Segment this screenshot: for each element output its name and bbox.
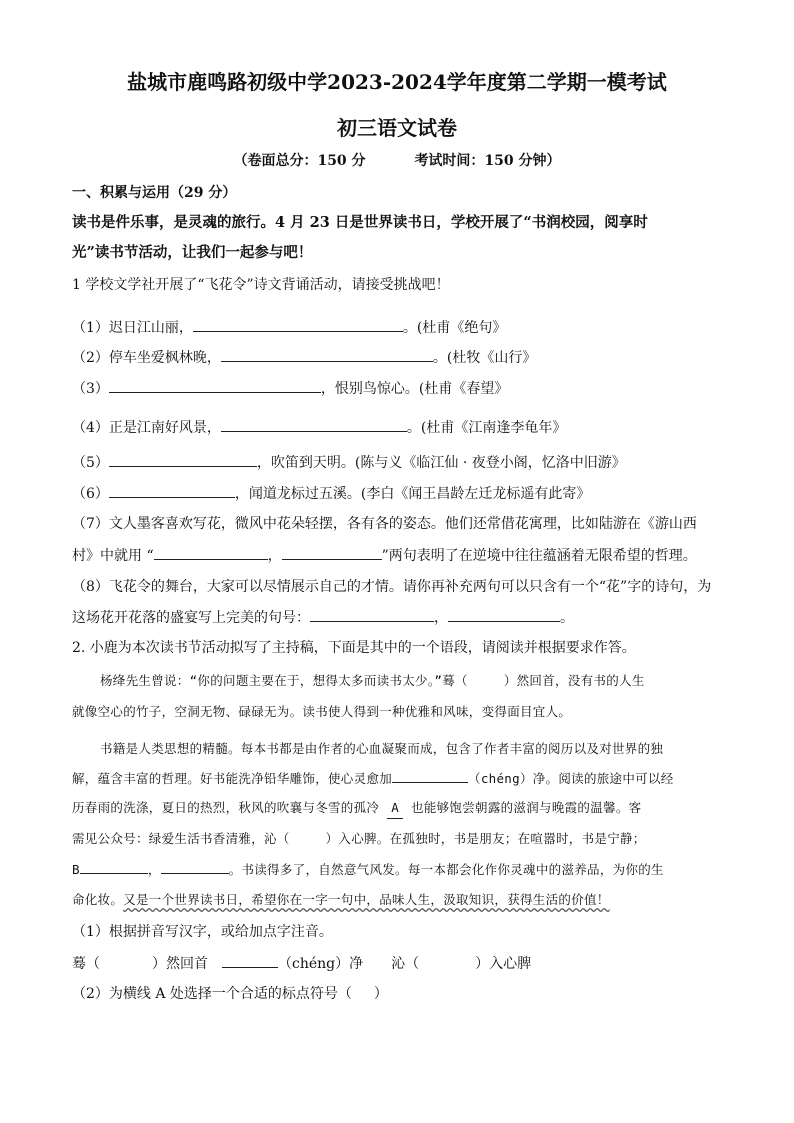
q1-item-2-suffix: 。(杜牧《山行》: [432, 350, 537, 366]
q2-sub2-text: （2）为横线 A 处选择一个合适的标点符号（: [72, 986, 352, 1002]
q2-para2-line4-text-b: ）入心脾。在孤独时，书是朋友；在喧嚣时，书是宁静；: [325, 831, 646, 846]
q2-para2-line6: [72, 890, 732, 910]
exam-meta: [0, 150, 794, 170]
answer-blank-8a[interactable]: [310, 607, 434, 622]
answer-blank-1[interactable]: [193, 317, 403, 332]
q1-item-5: [72, 452, 732, 473]
wavy-underlined-sentence: 又是一个世界读书日，希望你在一字一句中，品味人生，汲取知识，获得生活的价值！: [123, 892, 610, 907]
answer-blank-7b[interactable]: [282, 545, 382, 560]
answer-slot-cheng[interactable]: [222, 953, 278, 968]
answer-label-mo-end: ）然回首: [152, 956, 208, 972]
q2-para2-line5-text: 。书读得多了，自然意气风发。每一本都会化作你灵魂中的滋养品，为你的生: [228, 862, 664, 877]
answer-label-cheng: （chéng）净: [278, 956, 364, 972]
q1-item-1-suffix: 。(杜甫《绝句》: [402, 320, 507, 336]
q1-stem: 1 学校文学社开展了“飞花令”诗文背诵活动，请接受挑战吧！: [72, 277, 450, 293]
answer-blank-3[interactable]: [109, 378, 321, 393]
q1-item-5-prefix: （5）: [72, 455, 109, 471]
q1-item-2-prefix: （2）停车坐爱枫林晚，: [72, 350, 221, 366]
section-intro-line1: 读书是件乐事，是灵魂的旅行。4 月 23 日是世界读书日，学校开展了“书润校园，阅享时: [72, 214, 648, 231]
q2-stem: 2. 小鹿为本次读书节活动拟写了主持稿，下面是其中的一个语段，请阅读并根据要求作答。: [72, 640, 636, 656]
q2-para2-text-b: （chéng）净。阅读的旅途中可以经: [468, 771, 674, 786]
q1-item-7-text-a: 村》中就用 “: [72, 548, 154, 564]
q2-para2-line3-text-b: 也能够饱尝朝露的滋润与晚霞的温馨。客: [411, 800, 642, 815]
q1-item-8-text-b: ，: [434, 610, 448, 626]
exam-time: 考试时间：150 分钟）: [414, 153, 561, 169]
q2-para1-text-b: ）然回首，没有书的人生: [503, 673, 645, 688]
q2-sub1: （1）根据拼音写汉字，或给加点字注音。: [72, 924, 333, 940]
answer-blank-8b[interactable]: [448, 607, 560, 622]
answer-blank-6[interactable]: [109, 483, 235, 498]
q1-item-8-text-a: 这场花开花落的盛宴写上完美的句号：: [72, 610, 310, 626]
q1-item-7-line2: [72, 545, 732, 566]
total-score: （卷面总分：150 分: [233, 153, 366, 169]
q1-item-1-prefix: （1）迟日江山丽，: [72, 320, 193, 336]
q2-sub1-answers: [72, 953, 732, 974]
q1-item-8-line1: （8）飞花令的舞台，大家可以尽情展示自己的才情。请你再补充两句可以只含有一个“花”字的诗句，为: [72, 579, 712, 595]
q2-para2-line4: [72, 829, 732, 849]
q2-para2-line2: [72, 768, 732, 789]
q1-item-3-prefix: （3）: [72, 381, 109, 397]
answer-blank-B2[interactable]: [161, 859, 229, 874]
answer-blank-2[interactable]: [221, 347, 433, 362]
exam-subtitle: 初三语文试卷: [337, 116, 457, 140]
q1-item-7-line1: （7）文人墨客喜欢写花，微风中花朵轻摆，各有各的姿态。他们还常借花寓理，比如陆游在《游山西: [72, 516, 697, 532]
q2-para1-line1: [100, 671, 712, 691]
answer-label-qin: 沁（: [391, 956, 420, 972]
q1-item-7-text-b: ，: [267, 548, 282, 564]
q2-para1-text-a: 杨绛先生曾说：“你的问题主要在于，想得太多而读书太少。”蓦（: [100, 673, 468, 688]
q1-item-6-prefix: （6）: [72, 486, 109, 502]
q2-para1-line2: 就像空心的竹子，空洞无物、碌碌无为。读书使人得到一种优雅和风味，变得面目宜人。: [72, 704, 572, 719]
section-intro-line2: 光”读书节活动，让我们一起参与吧！: [72, 244, 313, 261]
q2-para2-line5-comma: ，: [147, 862, 161, 877]
q2-para2-line4-text-a: 需见公众号：绿爱生活书香清雅，沁（: [72, 831, 290, 846]
q2-para2-line3-text-a: 历春雨的洗涤，夏日的热烈，秋风的吹襄与冬雪的孤冷: [72, 800, 380, 815]
answer-blank-4[interactable]: [221, 417, 407, 432]
q1-item-1: [72, 317, 732, 338]
q1-item-6-suffix: ，闻道龙标过五溪。(李白《闻王昌龄左迁龙标遥有此寄》: [234, 486, 591, 502]
answer-blank-B1[interactable]: [80, 859, 148, 874]
q2-para2-line1: 书籍是人类思想的精髓。每本书都是由作者的心血凝聚而成，包含了作者丰富的阅历以及对世界的独: [100, 741, 664, 756]
q1-item-7-text-c: ”两句表明了在逆境中往往蕴涵着无限希望的哲理。: [381, 548, 697, 564]
section-heading: 一、积累与运用（29 分）: [72, 185, 237, 201]
q1-item-4-suffix: 。(杜甫《江南逢李龟年》: [406, 420, 567, 436]
q1-item-2: [72, 347, 732, 368]
q2-para2-line3: [72, 798, 732, 819]
q1-item-8-line2: [72, 607, 732, 628]
answer-blank-7a[interactable]: [154, 545, 268, 560]
q1-item-4: [72, 417, 732, 438]
exam-title: 盐城市鹿鸣路初级中学2023-2024学年度第二学期一模考试: [127, 70, 667, 94]
answer-label-mo: 蓦（: [72, 956, 100, 972]
answer-label-qin-end: ）入心脾: [475, 956, 532, 972]
blank-A-mark[interactable]: A: [387, 798, 403, 819]
q1-item-4-prefix: （4）正是江南好风景，: [72, 420, 221, 436]
q1-item-6: [72, 483, 732, 504]
q1-item-3-suffix: ，恨别鸟惊心。(杜甫《春望》: [320, 381, 509, 397]
q2-para2-text-a: 解，蕴含丰富的哲理。好书能洗净铅华雕饰，使心灵愈加: [72, 771, 393, 786]
q2-sub2: [72, 984, 732, 1004]
q1-item-3: [72, 378, 732, 399]
q1-item-8-text-c: 。: [560, 610, 574, 626]
q2-sub2-end: ）: [373, 986, 388, 1002]
answer-blank-cheng[interactable]: [392, 768, 468, 783]
q2-para2-line6-text-a: 命化妆。: [72, 892, 124, 907]
blank-B-label: B: [72, 862, 80, 877]
answer-blank-5[interactable]: [109, 452, 257, 467]
q1-item-5-suffix: ，吹笛到天明。(陈与义《临江仙 · 夜登小阁，忆洛中旧游》: [256, 455, 626, 471]
q2-para2-line5: [72, 859, 732, 880]
